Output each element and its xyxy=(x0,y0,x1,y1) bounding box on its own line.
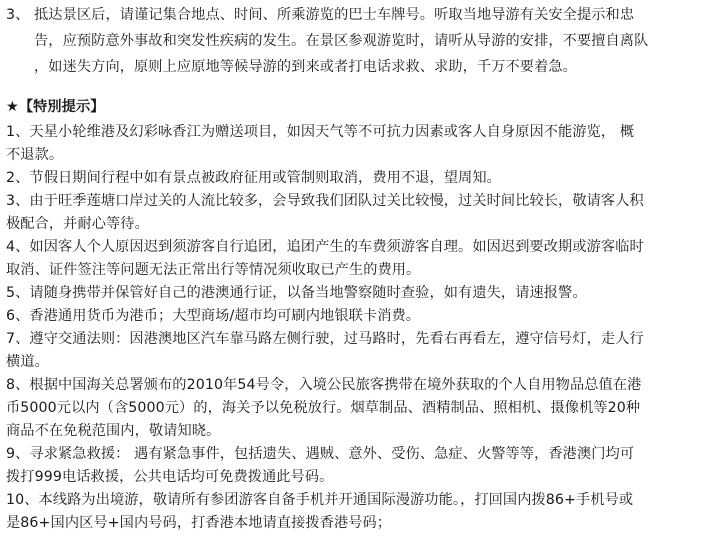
tip-line: 8、根据中国海关总署颁布的2010年54号令，入境公民旅客携带在境外获取的个人自用物品总值在港 xyxy=(6,377,642,393)
tip-line: 商品不在免税范围内，敬请知晓。 xyxy=(6,423,221,439)
item3-line-1: 3、 抵达景区后，请谨记集合地点、时间、所乘游览的巴士车牌号。听取当地导游有关安全提示和忠 xyxy=(6,7,635,23)
tip-line: 6、香港通用货币为港币；大型商场/超市均可刷内地银联卡消费。 xyxy=(6,308,421,324)
tip-line: 4、如因客人个人原因迟到须游客自行追团，追团产生的车费须游客自理。如因迟到要改期或游客临时 xyxy=(6,239,644,255)
item3-line-3: ，如迷失方向，原则上应原地等候导游的到来或者打电话求救、求助，千万不要着急。 xyxy=(34,59,577,75)
tip-line: 1、天星小轮维港及幻彩咏香江为赠送项目，如因天气等不可抗力因素或客人自身原因不能游览， 概 xyxy=(6,124,635,140)
tip-line: 2、节假日期间行程中如有景点被政府征用或管制则取消，费用不退，望周知。 xyxy=(6,170,501,186)
tip-line: 极配合，并耐心等待。 xyxy=(6,216,149,232)
tip-line: 3、由于旺季莲塘口岸过关的人流比较多，会导致我们团队过关比较慢，过关时间比较长，敬请客人积 xyxy=(6,193,644,209)
tip-line: 是86+国内区号+国内号码，打香港本地请直接拨香港号码； xyxy=(6,515,392,531)
tip-line: 10、本线路为出境游，敬请所有参团游客自备手机并开通国际漫游功能。，打回国内拨86+手机号或 xyxy=(6,492,634,508)
tip-line: 5、请随身携带并保管好自己的港澳通行证，以备当地警察随时查验，如有遗失，请速报警。 xyxy=(6,285,587,301)
tip-line: 7、遵守交通法则：因港澳地区汽车靠马路左侧行驶，过马路时，先看右再看左，遵守信号灯，走人行 xyxy=(6,331,644,347)
item3-line-2: 告，应预防意外事故和突发性疾病的发生。在景区参观游览时，请听从导游的安排，不要擅自离队 xyxy=(34,33,649,49)
tip-line: 横道。 xyxy=(6,354,49,370)
special-tips-heading: ★【特別提示】 xyxy=(6,99,105,115)
tip-line: 不退款。 xyxy=(6,147,64,163)
tip-line: 币5000元以内（含5000元）的，海关予以免税放行。烟草制品、酒精制品、照相机、摄像机等20种 xyxy=(6,400,641,416)
tip-line: 9、寻求紧急救援： 遇有紧急事件，包括遗失、遇贼、意外、受伤、急症、火警等等，香港澳门均可 xyxy=(6,446,635,462)
tip-line: 拨打999电话救援，公共电话均可免费拨通此号码。 xyxy=(6,469,334,485)
tip-line: 取消、证件签注等问题无法正常出行等情况须收取已产生的费用。 xyxy=(6,262,421,278)
